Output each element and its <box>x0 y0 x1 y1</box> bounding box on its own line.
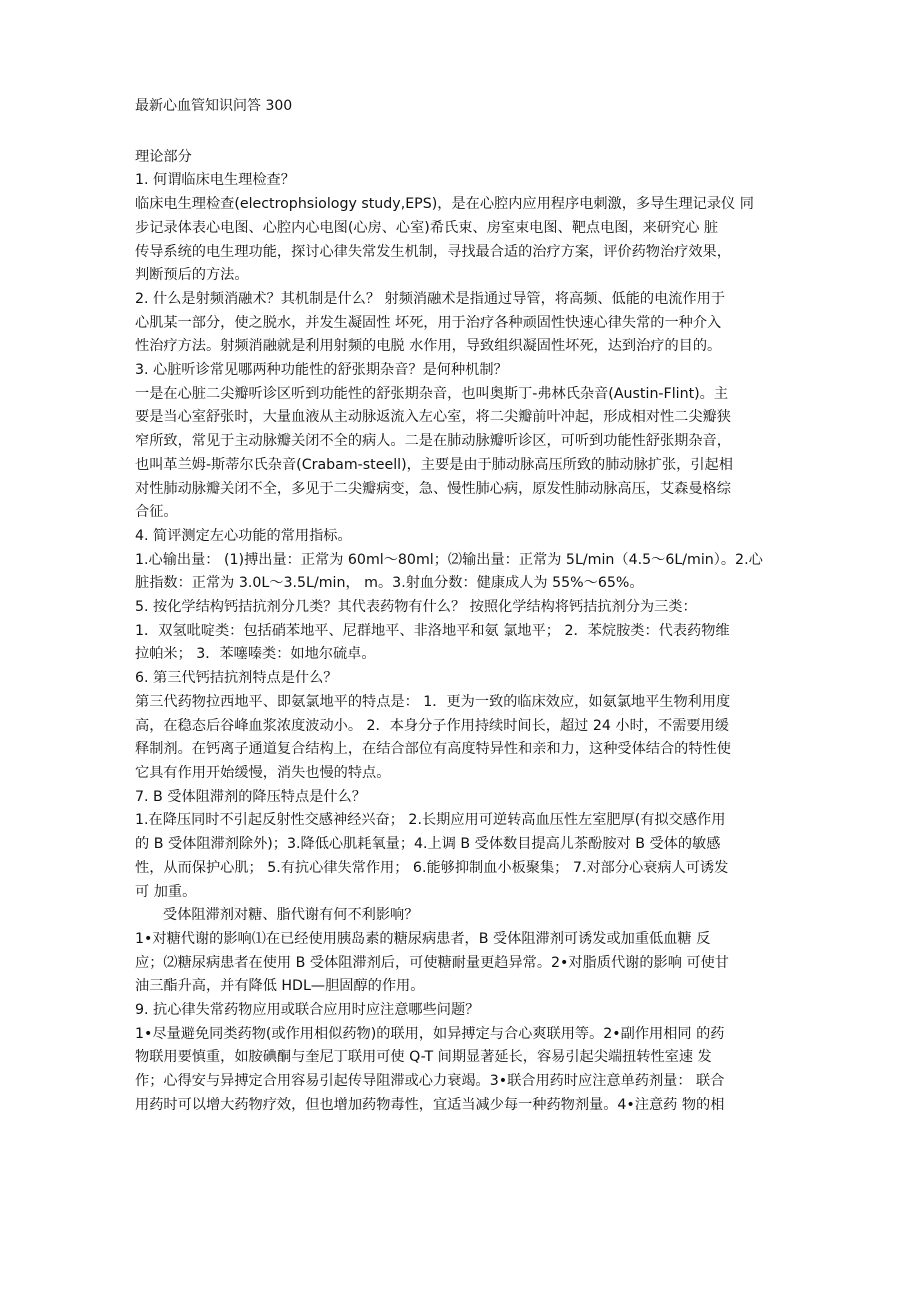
question-4: 4. 简评测定左心功能的常用指标。 <box>135 527 352 544</box>
answer-7-line: 的 B 受体阻滞剂除外)；3.降低心肌耗氧量；4.上调 B 受体数目提高儿茶酚胺对 B 受体的敏感 <box>135 836 721 853</box>
answer-7-line: 性，从而保护心肌； 5.有抗心律失常作用； 6.能够抑制血小板聚集； 7.对部分心衰病人可诱发 <box>135 859 729 876</box>
answer-1-line: 判断预后的方法。 <box>135 267 249 284</box>
answer-7-line: 可 加重。 <box>135 883 197 900</box>
question-6: 6. 第三代钙拮抗剂特点是什么？ <box>135 670 338 687</box>
section-heading: 理论部分 <box>135 148 192 165</box>
answer-9-line: 作；心得安与异搏定合用容易引起传导阻滞或心力衰竭。3•联合用药时应注意单药剂量： 联合 <box>135 1073 725 1090</box>
answer-8-line: 油三酯升高，并有降低 HDL—胆固醇的作用。 <box>135 978 425 995</box>
question-1: 1. 何谓临床电生理检查？ <box>135 172 295 189</box>
document-body <box>135 95 785 1118</box>
answer-2-line: 心肌某一部分，使之脱水，并发生凝固性 坏死，用于治疗各种顽固性快速心律失常的一种介入 <box>135 314 722 331</box>
answer-1-line: 步记录体表心电图、心腔内心电图(心房、心室)希氏束、房室束电图、靶点电图，来研究心 脏 <box>135 219 719 236</box>
answer-9-line: 物联用要慎重，如胺碘酮与奎尼丁联用可使 Q-T 间期显著延长，容易引起尖端扭转性室速 发 <box>135 1049 712 1066</box>
answer-3-line: 合征。 <box>135 504 178 521</box>
answer-4-line: 1.心输出量： (1)搏出量：正常为 60ml～80ml；⑵输出量：正常为 5L/min（4.5～6L/min）。2.心 <box>135 551 763 568</box>
answer-8-line: 应；⑵糖尿病患者在使用 B 受体阻滞剂后，可使糖耐量更趋异常。2•对脂质代谢的影响 可使甘 <box>135 954 729 971</box>
answer-1-line: 临床电生理检查(electrophsiology study,EPS)，是在心腔内应用程序电刺激，多导生理记录仪 同 <box>135 196 754 213</box>
answer-3-line: 对性肺动脉瓣关闭不全，多见于二尖瓣病变，急、慢性肺心病，原发性肺动脉高压，艾森曼格综 <box>135 480 731 497</box>
title-spacer <box>135 119 785 146</box>
question-2: 2. 什么是射频消融术？其机制是什么？ 射频消融术是指通过导管，将高频、低能的电流作用于 <box>135 290 726 307</box>
answer-7-line: 1.在降压同时不引起反射性交感神经兴奋； 2.长期应用可逆转高血压性左室肥厚(有拟交感作用 <box>135 812 726 829</box>
answer-4-line: 脏指数：正常为 3.0L～3.5L/min， m。3.射血分数：健康成人为 55%～65%。 <box>135 575 644 592</box>
answer-3-line: 窄所致，常见于主动脉瓣关闭不全的病人。二是在肺动脉瓣听诊区，可听到功能性舒张期杂音， <box>135 433 731 450</box>
question-3: 3. 心脏听诊常见哪两种功能性的舒张期杂音？是何种机制？ <box>135 362 508 379</box>
answer-5-line: 1．双氢吡啶类：包括硝苯地平、尼群地平、非洛地平和氨 氯地平； 2．苯烷胺类：代表药物维 <box>135 622 730 639</box>
answer-2-line: 性治疗方法。射频消融就是利用射频的电脱 水作用，导致组织凝固性坏死，达到治疗的目的。 <box>135 338 722 355</box>
answer-3-line: 也叫革兰姆-斯蒂尔氏杂音(Crabam-steell)，主要是由于肺动脉高压所致的肺动脉扩张，引起相 <box>135 456 733 473</box>
answer-6-line: 第三代药物拉西地平、即氨氯地平的特点是： 1．更为一致的临床效应，如氨氯地平生物利用度 <box>135 693 731 710</box>
question-5: 5. 按化学结构钙拮抗剂分几类？其代表药物有什么？ 按照化学结构将钙拮抗剂分为三类： <box>135 599 697 616</box>
answer-6-line: 高，在稳态后谷峰血浆浓度波动小。 2．本身分子作用持续时间长，超过 24 小时，不需要用缓 <box>135 717 729 734</box>
question-7: 7. B 受体阻滞剂的降压特点是什么？ <box>135 788 366 805</box>
answer-9-line: 1•尽量避免同类药物(或作用相似药物)的联用，如异搏定与合心爽联用等。2•副作用相同 的药 <box>135 1025 725 1042</box>
answer-9-line: 用药时可以增大药物疗效，但也增加药物毒性，宜适当减少每一种药物剂量。4•注意药 物的相 <box>135 1096 725 1113</box>
question-8: 受体阻滞剂对糖、脂代谢有何不利影响？ <box>163 907 419 924</box>
answer-8-line: 1•对糖代谢的影响⑴在已经使用胰岛素的糖尿病患者，B 受体阻滞剂可诱发或加重低血糖 反 <box>135 930 711 947</box>
answer-3-line: 要是当心室舒张时，大量血液从主动脉返流入左心室，将二尖瓣前叶冲起，形成相对性二尖瓣狭 <box>135 409 731 426</box>
question-9: 9. 抗心律失常药物应用或联合应用时应注意哪些问题？ <box>135 1002 480 1019</box>
answer-1-line: 传导系统的电生理功能，探讨心律失常发生机制，寻找最合适的治疗方案，评价药物治疗效果， <box>135 243 731 260</box>
answer-6-line: 释制剂。在钙离子通道复合结构上，在结合部位有高度特异性和亲和力，这种受体结合的特性使 <box>135 741 731 758</box>
document-title: 最新心血管知识问答 300 <box>135 98 293 114</box>
answer-5-line: 拉帕米； 3．苯噻嗪类：如地尔硫卓。 <box>135 646 376 663</box>
answer-6-line: 它具有作用开始缓慢，消失也慢的特点。 <box>135 764 391 781</box>
answer-3-line: 一是在心脏二尖瓣听诊区听到功能性的舒张期杂音，也叫奥斯丁-弗林氏杂音(Austin-Flint)。主 <box>135 385 729 402</box>
